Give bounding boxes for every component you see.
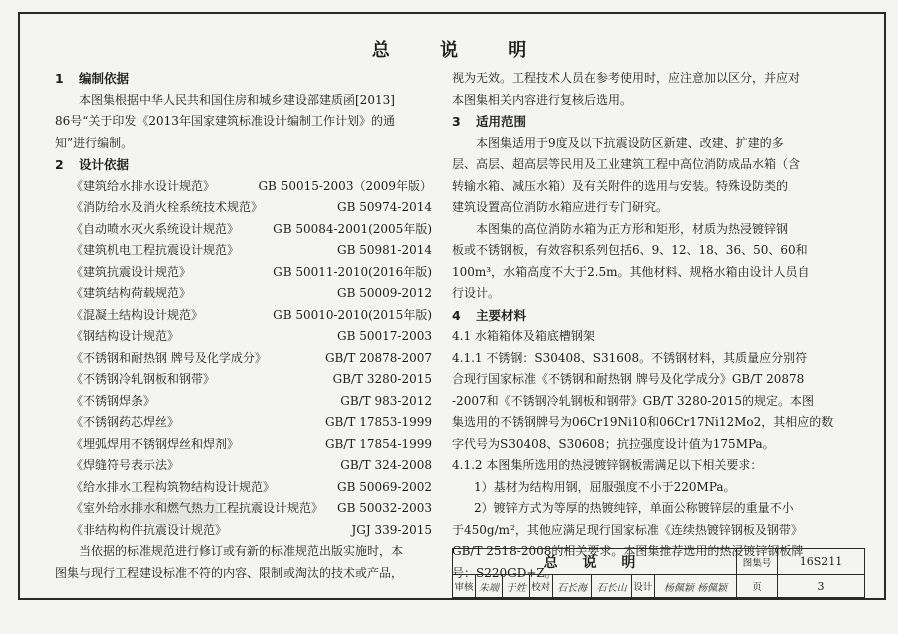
- standard-name: 《建筑抗震设计规范》: [71, 264, 192, 279]
- section-title: 编制依据: [79, 71, 130, 86]
- standard-row: [55, 412, 440, 434]
- standard-name: 《非结构构件抗震设计规范》: [71, 522, 228, 537]
- standard-name: 《给水排水工程构筑物结构设计规范》: [71, 479, 276, 494]
- standard-code: GB/T 3280-2015: [332, 372, 432, 386]
- title-block: [452, 548, 865, 598]
- standard-row: [55, 498, 440, 520]
- standard-row: [55, 434, 440, 456]
- page-title: 总 说 明: [371, 40, 549, 61]
- standard-code: JGJ 339-2015: [351, 522, 432, 537]
- list-item: 1）基材为结构用钢，屈服强度不小于220MPa。: [474, 479, 736, 494]
- standard-name: 《室外给水排水和燃气热力工程抗震设计规范》: [71, 501, 324, 515]
- standard-row: [55, 176, 440, 198]
- standard-name: 《不锈钢冷轧钢板和钢带》: [71, 372, 216, 386]
- paragraph-line: 当依据的标准规范进行修订或有新的标准规范出版实施时，本: [79, 544, 404, 558]
- standard-code: GB 50015-2003（2009年版）: [258, 178, 432, 193]
- design-signature: [654, 575, 736, 598]
- design-label: 设计: [631, 575, 654, 598]
- section-number: 1: [55, 71, 64, 86]
- paragraph-line: 于450g/m²，其他应满足现行国家标准《连续热镀锌钢板及钢带》: [452, 522, 803, 537]
- standard-code: GB 50981-2014: [337, 243, 432, 257]
- section-2-heading: [55, 154, 440, 176]
- standard-name: 《自动喷水灭火系统设计规范》: [71, 221, 240, 236]
- standard-row: [55, 391, 440, 413]
- standard-code: GB/T 17854-1999: [324, 436, 432, 451]
- atlas-number: 16S211: [778, 549, 865, 575]
- design-signature-name: 杨佩颖: [663, 582, 694, 594]
- paragraph-line: 100m³，水箱高度不大于2.5m。其他材料、规格水箱由设计人员自: [452, 264, 810, 279]
- title-block-title: 总 说 明: [453, 549, 737, 575]
- standard-row: [55, 455, 440, 477]
- section-title: 设计依据: [79, 157, 130, 172]
- check-label: 校对: [529, 575, 552, 598]
- paragraph-line: 4.1.1 不锈钢：S30408、S31608。不锈钢材料，其质量应分别符: [452, 350, 808, 365]
- standard-name: 《建筑给水排水设计规范》: [71, 178, 216, 193]
- standard-name: 《不锈钢和耐热钢 牌号及化学成分》: [71, 350, 267, 365]
- paragraph-line: 知”进行编制。: [55, 135, 134, 150]
- paragraph-line: 建筑设置高位消防水箱应进行专门研究。: [452, 200, 669, 214]
- section-1-heading: [55, 68, 440, 90]
- standard-code: GB/T 17853-1999: [324, 415, 432, 429]
- check-signature-2: 石长山: [592, 575, 632, 598]
- section-number: 4: [452, 307, 461, 323]
- paragraph-line: 合现行国家标准《不锈钢和耐热钢 牌号及化学成分》GB/T 20878: [452, 372, 805, 386]
- section-number: 3: [452, 114, 461, 129]
- paragraph-line: 4.1.2 本图集所选用的热浸镀锌钢板需满足以下相关要求：: [452, 458, 763, 472]
- standard-name: 《不锈钢焊条》: [71, 393, 156, 408]
- standard-row: [55, 240, 440, 262]
- left-column: [55, 68, 440, 584]
- paragraph-line: 本图集相关内容进行复核后选用。: [452, 92, 633, 107]
- paragraph-line: -2007和《不锈钢冷轧钢板和钢带》GB/T 3280-2015的规定。本图: [452, 393, 814, 408]
- paragraph-line: GB/T 2518-2008的相关要求。本图集推荐选用的热浸镀锌钢板牌: [452, 544, 804, 558]
- standard-code: GB 50084-2001(2005年版): [273, 221, 432, 236]
- standard-name: 《不锈钢药芯焊丝》: [71, 415, 180, 429]
- standards-list: [55, 176, 440, 542]
- standard-name: 《建筑机电工程抗震设计规范》: [71, 243, 240, 257]
- paragraph-line: 视为无效。工程技术人员在参考使用时，应注意加以区分，并应对: [452, 71, 801, 85]
- standard-code: GB/T 20878-2007: [324, 350, 432, 365]
- standard-row: [55, 326, 440, 348]
- paragraph-line: 行设计。: [452, 286, 501, 300]
- standard-row: [55, 305, 440, 327]
- page-number: 3: [778, 575, 865, 598]
- standard-name: 《消防给水及消火栓系统技术规范》: [71, 200, 264, 214]
- standard-row: [55, 197, 440, 219]
- standard-name: 《建筑结构荷载规范》: [71, 286, 192, 300]
- standard-row: [55, 219, 440, 241]
- standard-code: GB 50017-2003: [337, 329, 432, 343]
- paragraph-line: 集选用的不锈钢牌号为06Cr19Ni10和06Cr17Ni12Mo2，其相应的数: [452, 415, 834, 429]
- standard-row: [55, 369, 440, 391]
- paragraph-line: 86号“关于印发《2013年国家建筑标准设计编制工作计划》的通: [55, 114, 395, 128]
- design-signature-name-2: 杨佩颖: [697, 582, 728, 594]
- stamp-mark: [118, 498, 218, 524]
- right-column: [452, 68, 840, 584]
- standard-code: GB 50974-2014: [337, 200, 432, 214]
- paragraph-line: 层、高层、超高层等民用及工业建筑工程中高位消防成品水箱（含: [452, 157, 801, 171]
- standard-row: [55, 348, 440, 370]
- paragraph-line: 本图集的高位消防水箱为正方形和矩形，材质为热浸镀锌钢: [476, 221, 789, 236]
- standard-row: [55, 477, 440, 499]
- list-item: 2）镀锌方式为等厚的热镀纯锌，单面公称镀锌层的重量不小: [474, 501, 794, 515]
- standard-code: GB 50009-2012: [337, 286, 432, 300]
- review-signature-2: 于姓: [502, 575, 529, 598]
- review-signature: 朱端: [476, 575, 503, 598]
- section-3-heading: [452, 111, 840, 133]
- section-title: 适用范围: [476, 114, 527, 129]
- standard-code: GB 50010-2010(2015年版): [273, 307, 432, 322]
- paragraph-line: 号：S220GD+Z。: [452, 565, 557, 580]
- section-title: 主要材料: [476, 307, 527, 323]
- standard-name: 《焊缝符号表示法》: [71, 458, 180, 472]
- standard-code: GB 50069-2002: [337, 479, 432, 494]
- page-label: 页: [737, 575, 778, 598]
- section-number: 2: [55, 157, 64, 172]
- paragraph-line: 板或不锈钢板，有效容积系列包括6、9、12、18、36、50、60和: [452, 243, 808, 257]
- subsection-heading: 4.1 水箱箱体及箱底槽钢架: [452, 329, 595, 343]
- standard-name: 《混凝土结构设计规范》: [71, 307, 204, 322]
- standard-row: [55, 283, 440, 305]
- paragraph-line: 字代号为S30408、S30608；抗拉强度设计值为175MPa。: [452, 436, 775, 451]
- paragraph-line: 转输水箱、减压水箱）及有关附件的选用与安装。特殊设防类的: [452, 178, 789, 193]
- standard-code: GB/T 983-2012: [340, 393, 432, 408]
- review-label: 审核: [453, 575, 476, 598]
- check-signature: 石长海: [552, 575, 592, 598]
- standard-code: GB/T 324-2008: [340, 458, 432, 472]
- standard-row: [55, 262, 440, 284]
- atlas-number-label: 图集号: [737, 549, 778, 575]
- paragraph-line: 本图集适用于9度及以下抗震设防区新建、改建、扩建的多: [476, 135, 784, 150]
- standard-code: GB 50011-2010(2016年版): [273, 264, 432, 279]
- standard-name: 《埋弧焊用不锈钢焊丝和焊剂》: [71, 436, 240, 451]
- paragraph-line: 图集与现行工程建设标准不符的内容、限制或淘汰的技术或产品，: [55, 565, 404, 580]
- standard-row: [55, 520, 440, 542]
- section-4-heading: [452, 305, 840, 327]
- paragraph-line: 本图集根据中华人民共和国住房和城乡建设部建质函[2013]: [79, 92, 395, 107]
- standard-name: 《钢结构设计规范》: [71, 329, 180, 343]
- standard-code: GB 50032-2003: [337, 501, 432, 515]
